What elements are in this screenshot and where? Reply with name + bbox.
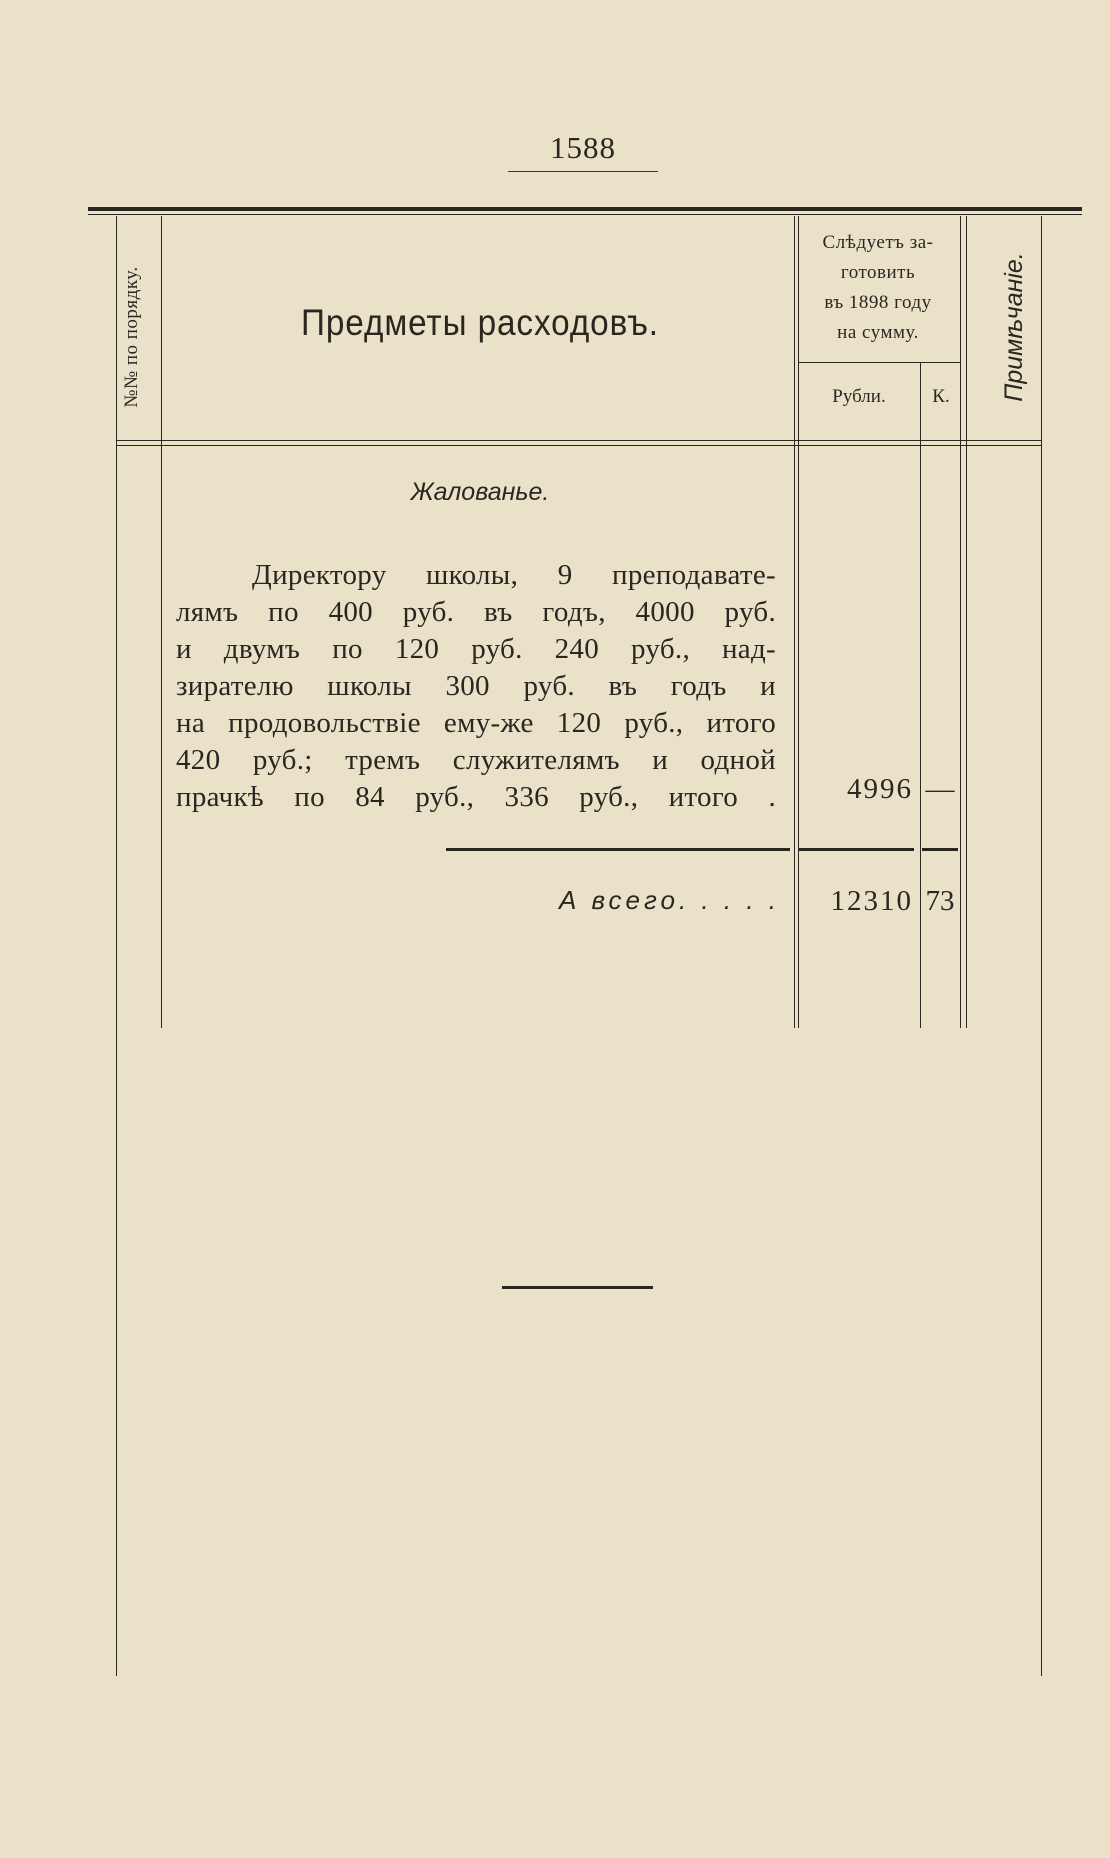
entry-line: на продовольствіе ему-же 120 руб., итого [176, 707, 776, 739]
notes-column-header: Примѣчаніе. [1000, 252, 1028, 402]
page-number-rule [508, 171, 658, 172]
entry-kopecks: — [925, 773, 955, 805]
amount-header-line: на сумму. [837, 322, 919, 343]
rubles-subheader: Рубли. [832, 386, 886, 407]
entry-line: прачкѣ по 84 руб., 336 руб., итого . [176, 781, 776, 813]
kopecks-column-divider [920, 362, 921, 1028]
header-bottom-rule-inner [116, 445, 1041, 446]
amount-header-line: готовить [840, 262, 916, 283]
items-column-divider [794, 216, 795, 1028]
header-bottom-rule [116, 440, 1041, 441]
entry-rubles: 4996 [847, 773, 913, 805]
total-label: А всего. . . . . [558, 885, 780, 915]
table-top-thin-rule [88, 214, 1082, 215]
entry-line: 420 руб.; тремъ служителямъ и одной [176, 744, 776, 776]
page-number: 1588 [550, 130, 616, 165]
total-rubles: 12310 [830, 885, 913, 917]
entry-line: Директору школы, 9 преподавате- [252, 559, 776, 591]
subtotal-rule-kopecks [922, 848, 958, 851]
amount-header-line: въ 1898 году [824, 292, 932, 313]
kopecks-subheader: К. [932, 386, 950, 407]
subtotal-rule-rubles [798, 848, 914, 851]
items-column-header: Предметы расходовъ. [301, 302, 659, 343]
subtotal-rule-items [446, 848, 790, 851]
amount-column-divider [960, 216, 961, 1028]
total-kopecks: 73 [925, 885, 955, 917]
amount-header-line: Слѣдуетъ за- [822, 232, 934, 253]
entry-line: и двумъ по 120 руб. 240 руб., над- [176, 633, 776, 665]
order-column-header: №№ по порядку. [121, 266, 142, 408]
end-of-page-rule [502, 1286, 653, 1289]
table-top-thick-rule [88, 207, 1082, 211]
order-column-divider [161, 216, 162, 1028]
section-heading: Жалованье. [410, 478, 550, 506]
entry-text [176, 557, 776, 816]
entry-line: лямъ по 400 руб. въ годъ, 4000 руб. [176, 596, 776, 628]
entry-line: зирателю школы 300 руб. въ годъ и [176, 670, 776, 702]
amount-column-divider-inner [966, 216, 967, 1028]
table-left-border [116, 216, 117, 1676]
amount-subheader-rule [798, 362, 960, 363]
table-right-border [1041, 216, 1042, 1676]
amount-column-header [798, 228, 958, 348]
